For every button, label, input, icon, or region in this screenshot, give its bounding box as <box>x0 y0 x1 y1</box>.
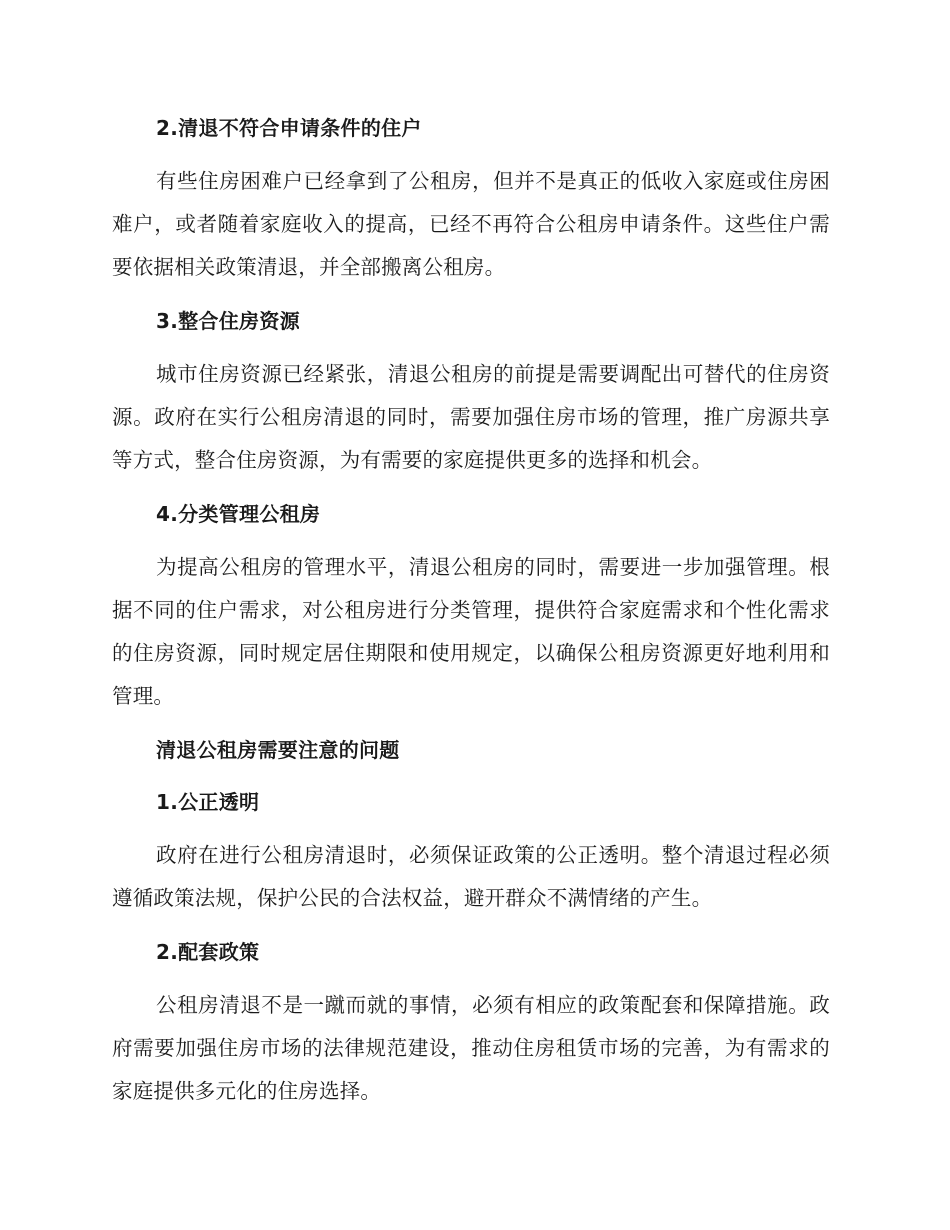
paragraph: 有些住房困难户已经拿到了公租房，但并不是真正的低收入家庭或住房困难户，或者随着家庭收入的提高，已经不再符合公租房申请条件。这些住户需要依据相关政策清退，并全部搬离公租房。 <box>112 169 830 279</box>
section-heading-3: 3.整合住房资源 <box>156 309 300 333</box>
paragraph: 公租房清退不是一蹴而就的事情，必须有相应的政策配套和保障措施。政府需要加强住房市场的法律规范建设，推动住房租赁市场的完善，为有需求的家庭提供多元化的住房选择。 <box>112 993 830 1103</box>
section-heading-2: 2.清退不符合申请条件的住户 <box>156 116 422 140</box>
section-heading-4: 4.分类管理公租房 <box>156 502 321 526</box>
document-page <box>112 108 830 1125</box>
section-title-issues: 清退公租房需要注意的问题 <box>156 738 400 762</box>
paragraph: 政府在进行公租房清退时，必须保证政策的公正透明。整个清退过程必须遵循政策法规，保护公民的合法权益，避开群众不满情绪的产生。 <box>112 843 830 910</box>
section-heading-1: 1.公正透明 <box>156 790 260 814</box>
section-heading-2b: 2.配套政策 <box>156 940 260 964</box>
paragraph: 为提高公租房的管理水平，清退公租房的同时，需要进一步加强管理。根据不同的住户需求，对公租房进行分类管理，提供符合家庭需求和个性化需求的住房资源，同时规定居住期限和使用规定，以确保公租房资源更好地利用和管理。 <box>112 555 830 708</box>
paragraph: 城市住房资源已经紧张，清退公租房的前提是需要调配出可替代的住房资源。政府在实行公租房清退的同时，需要加强住房市场的管理，推广房源共享等方式，整合住房资源，为有需要的家庭提供更多的选择和机会。 <box>112 362 830 472</box>
